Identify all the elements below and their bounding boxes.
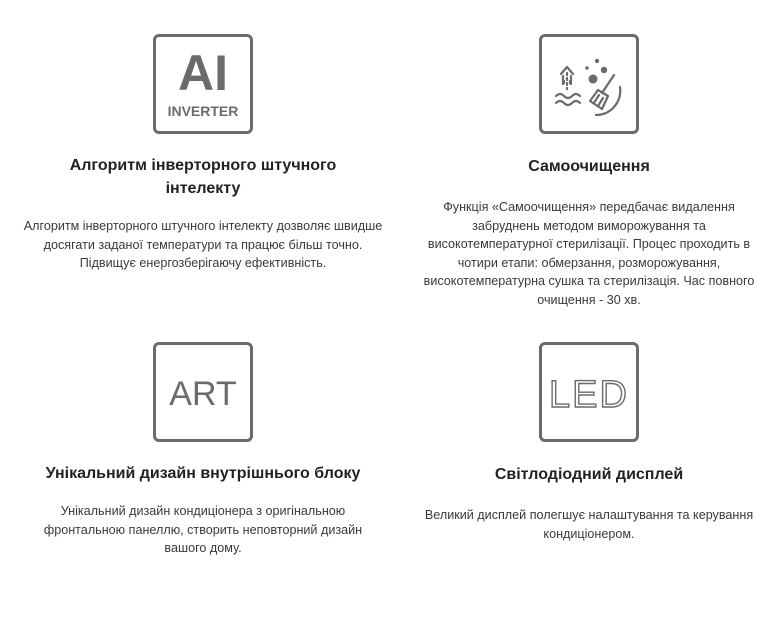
feature-description: Функція «Самоочищення» передбачає видалення забруднень методом виморожування та високотемпературної стерилізації. Процес проходить в чотири етапи: обмерзання, розморожування, високотемпературна сушка та стерилізація. Час повного очищення - 30 хв. [423,200,755,307]
art-icon-text: ART [169,375,237,413]
feature-art-design [18,342,388,558]
feature-description: Великий дисплей полегшує налаштування та керування кондиціонером. [424,508,754,541]
feature-ai-inverter [18,34,388,273]
feature-title: Самоочищення [528,158,650,175]
ai-inverter-icon [153,34,253,134]
feature-self-cleaning [404,34,774,309]
feature-title: Унікальний дизайн внутрішнього блоку [45,465,361,482]
feature-title: Алгоритм інверторного штучного інтелекту [69,157,337,197]
led-display-icon [539,342,639,442]
led-icon-text: LED [549,374,629,416]
feature-title: Світлодіодний дисплей [494,466,684,483]
art-design-icon [153,342,253,442]
feature-description: Унікальний дизайн кондиціонера з оригінальною фронтальною панеллю, створить неповторний дизайн вашого дому. [43,504,363,555]
ai-inverter-icon-small-text: INVERTER [167,103,239,119]
ai-inverter-icon-big-text: AI [178,45,228,101]
self-cleaning-icon [539,34,639,134]
feature-led-display [404,342,774,543]
feature-description: Алгоритм інверторного штучного інтелекту дозволяє швидше досягати заданої температури та працює більш точно. Підвищує енергозберігаючу ефективність. [23,219,383,270]
